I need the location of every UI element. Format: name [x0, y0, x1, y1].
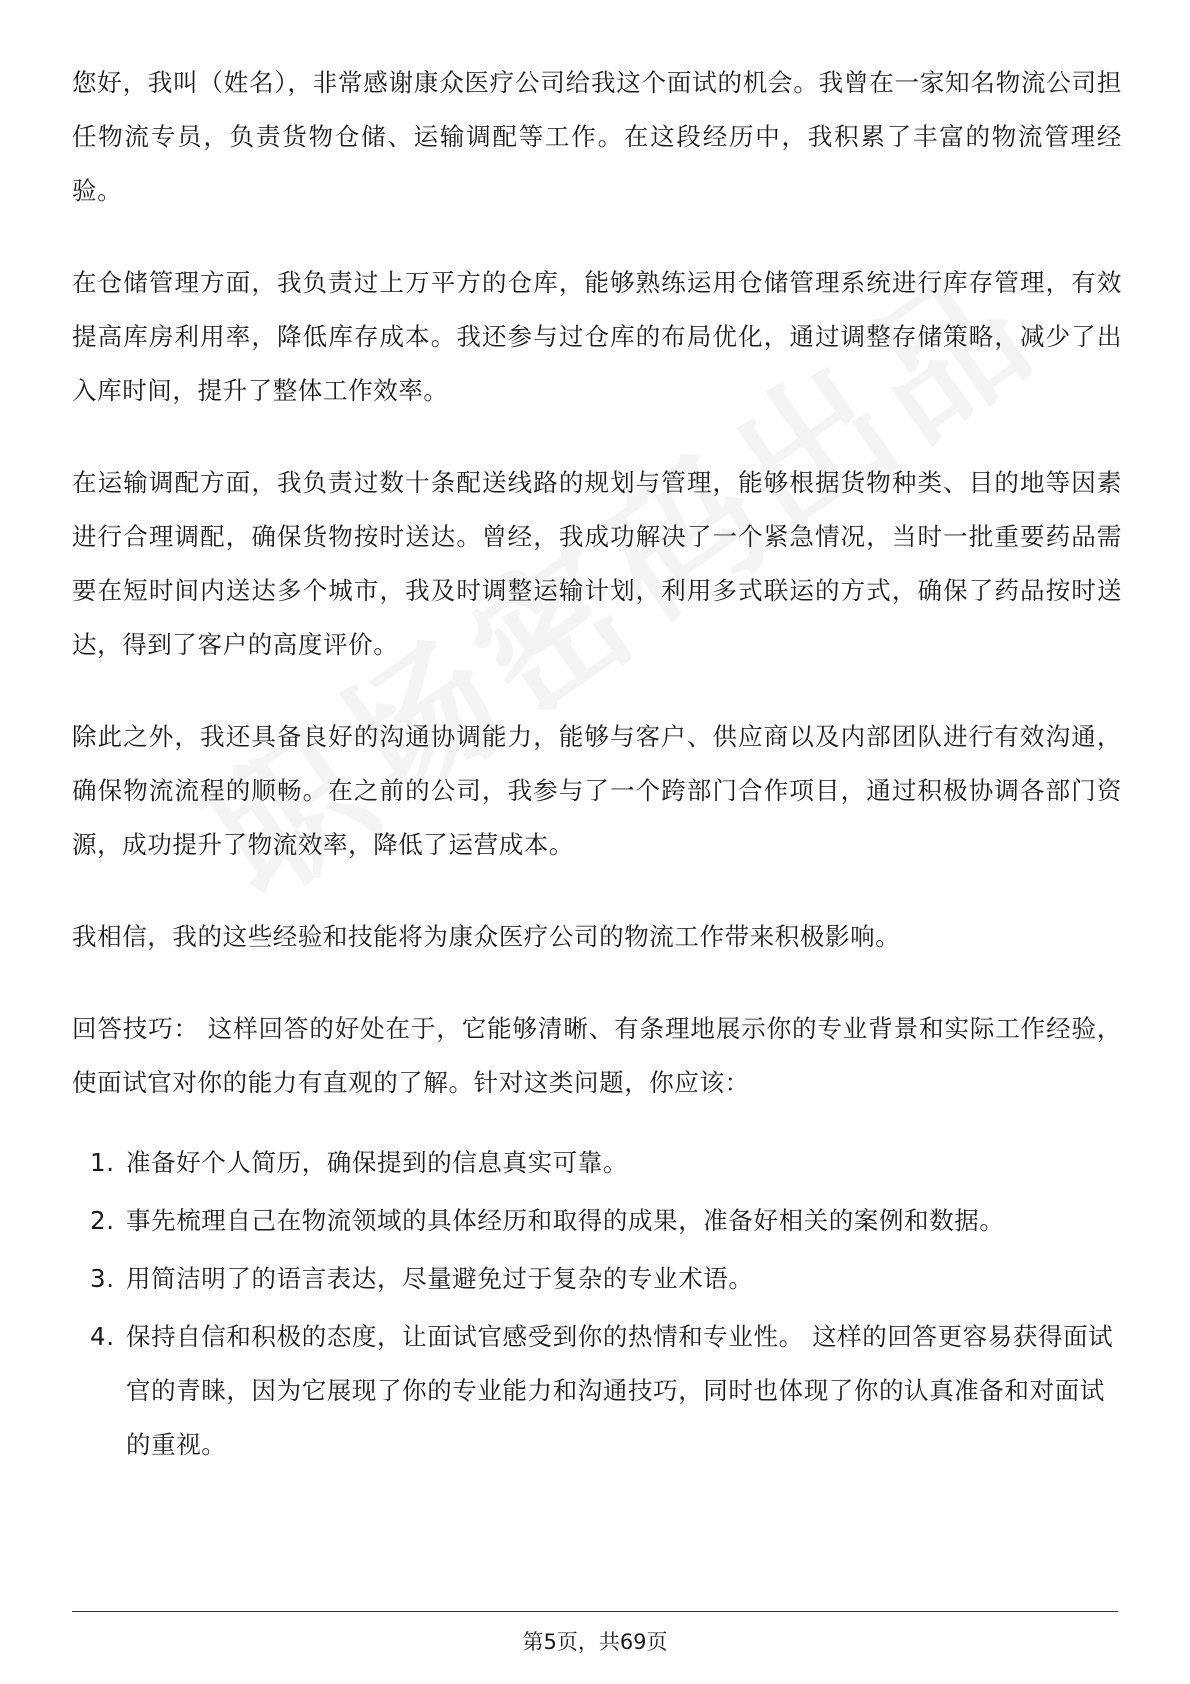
list-item — [72, 1310, 1122, 1472]
list-number: 1. — [90, 1148, 115, 1177]
list-item — [72, 1136, 1122, 1190]
transport-paragraph: 在运输调配方面，我负责过数十条配送线路的规划与管理，能够根据货物种类、目的地等因素进行合理调配，确保货物按时送达。曾经，我成功解决了一个紧急情况，当时一批重要药品需要在短时间内送达多个城市，我及时调整运输计划，利用多式联运的方式，确保了药品按时送达，得到了客户的高度评价。 — [72, 468, 1122, 659]
tips-list — [72, 1136, 1122, 1472]
list-number: 4. — [90, 1322, 115, 1351]
list-text: 用简洁明了的语言表达，尽量避免过于复杂的专业术语。 — [126, 1264, 754, 1293]
intro-paragraph: 您好，我叫（姓名），非常感谢康众医疗公司给我这个面试的机会。我曾在一家知名物流公司担任物流专员，负责货物仓储、运输调配等工作。在这段经历中，我积累了丰富的物流管理经验。 — [72, 68, 1122, 205]
warehouse-paragraph: 在仓储管理方面，我负责过上万平方的仓库，能够熟练运用仓储管理系统进行库存管理，有效提高库房利用率，降低库存成本。我还参与过仓库的布局优化，通过调整存储策略，减少了出入库时间，提升了整体工作效率。 — [72, 268, 1122, 405]
communication-paragraph: 除此之外，我还具备良好的沟通协调能力，能够与客户、供应商以及内部团队进行有效沟通，确保物流流程的顺畅。在之前的公司，我参与了一个跨部门合作项目，通过积极协调各部门资源，成功提升了物流效率，降低了运营成本。 — [72, 722, 1122, 859]
list-text: 保持自信和积极的态度，让面试官感受到你的热情和专业性。 这样的回答更容易获得面试官的青睐，因为它展现了你的专业能力和沟通技巧，同时也体现了你的认真准备和对面试的重视。 — [126, 1322, 1114, 1459]
list-text: 准备好个人简历，确保提到的信息真实可靠。 — [126, 1148, 628, 1177]
conclusion-paragraph: 我相信，我的这些经验和技能将为康众医疗公司的物流工作带来积极影响。 — [72, 922, 901, 951]
list-item — [72, 1194, 1122, 1248]
list-text: 事先梳理自己在物流领域的具体经历和取得的成果，准备好相关的案例和数据。 — [126, 1206, 1005, 1235]
footer-divider — [72, 1611, 1118, 1612]
answer-content — [72, 56, 1122, 1476]
page-number: 第5页，共69页 — [522, 1630, 668, 1654]
list-item — [72, 1252, 1122, 1306]
list-number: 2. — [90, 1206, 115, 1235]
tips-intro-paragraph: 回答技巧： 这样回答的好处在于，它能够清晰、有条理地展示你的专业背景和实际工作经验，使面试官对你的能力有直观的了解。针对这类问题，你应该： — [72, 1014, 1122, 1097]
list-number: 3. — [90, 1264, 115, 1293]
